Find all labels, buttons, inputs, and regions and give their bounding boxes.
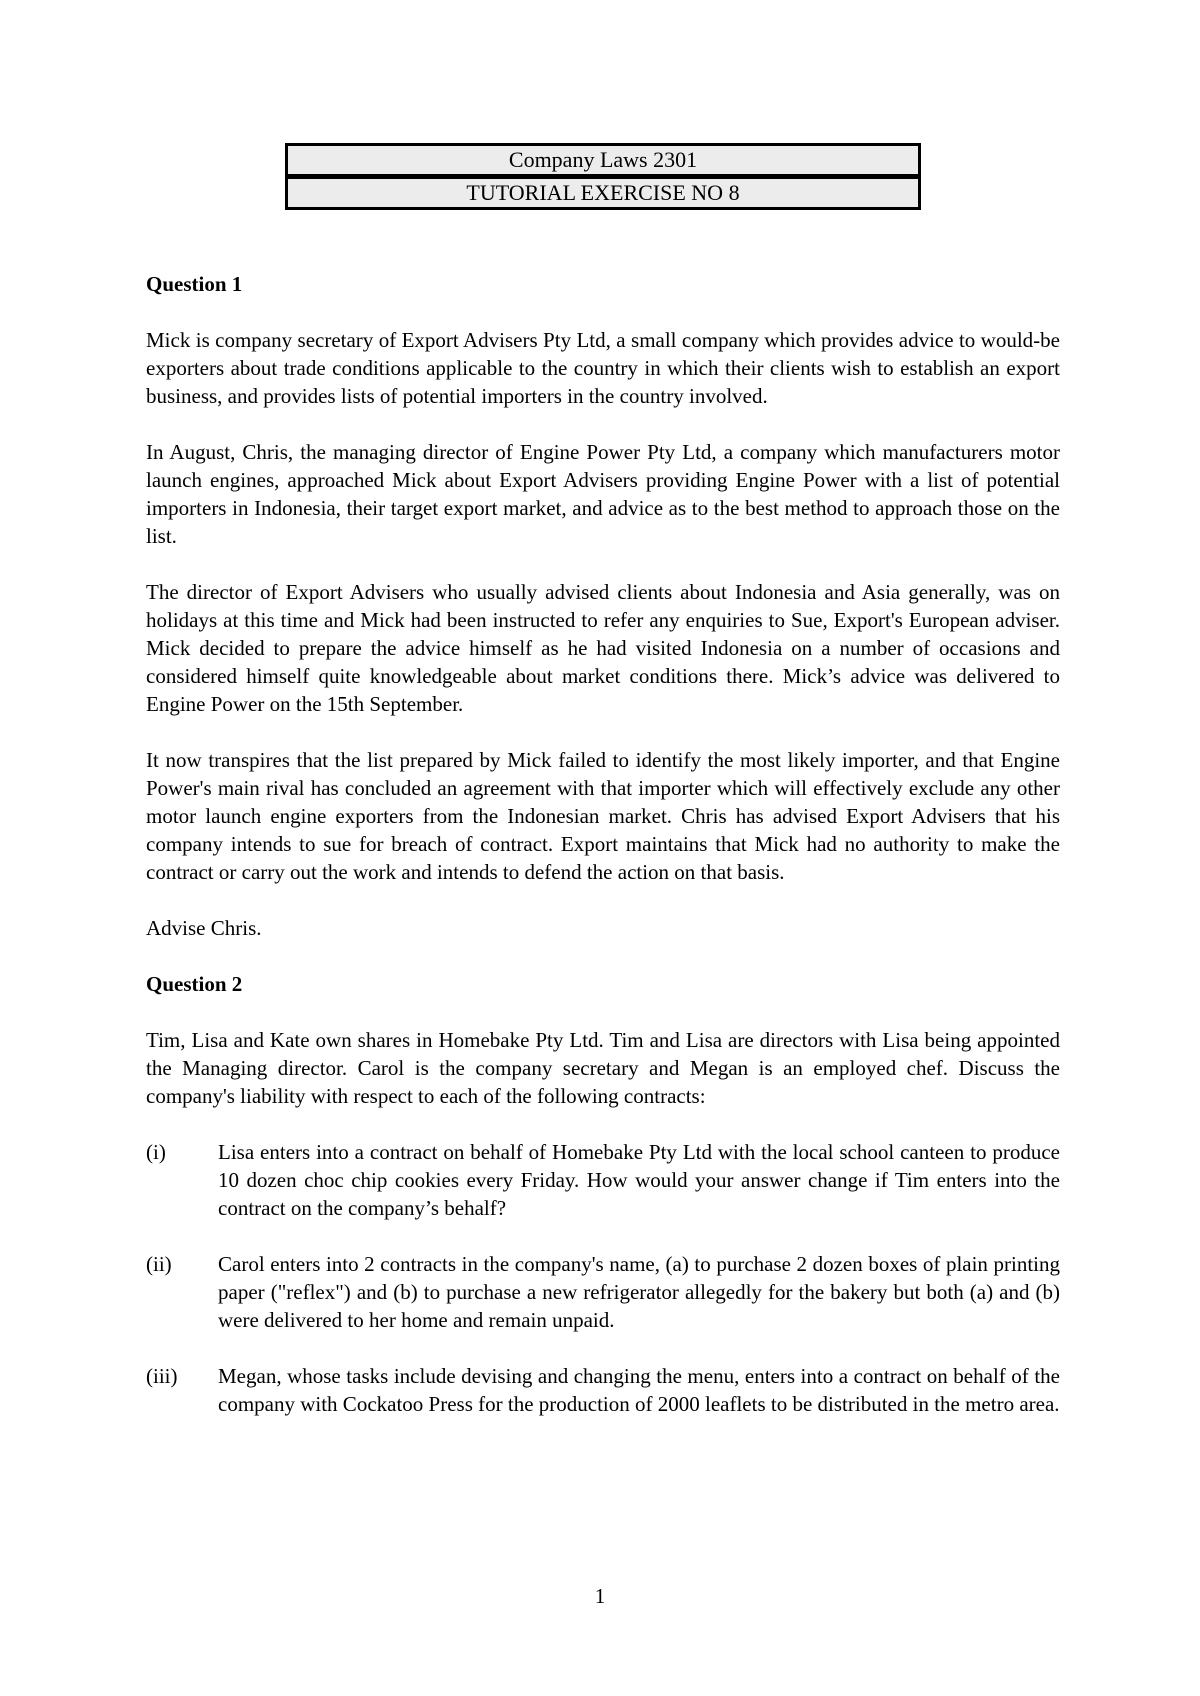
list-item: [146, 1362, 1060, 1418]
item-text: Megan, whose tasks include devising and changing the menu, enters into a contract on behalf of the company with Cockatoo Press for the production of 2000 leaflets to be distributed in the metro area.: [218, 1364, 1060, 1416]
page-number: 1: [594, 1584, 606, 1608]
paragraph: Tim, Lisa and Kate own shares in Homebake Pty Ltd. Tim and Lisa are directors with Lisa being appointed the Managing director. Carol is the company secretary and Megan is an employed chef. Discuss the company's liability with respect to each of the following contracts:: [146, 1028, 1060, 1108]
paragraph: The director of Export Advisers who usually advised clients about Indonesia and Asia generally, was on holidays at this time and Mick had been instructed to refer any enquiries to Sue, Export's European adviser. Mick decided to prepare the advice himself as he had visited Indonesia on a number of occasions and considered himself quite knowledgeable about market conditions there. Mick’s advice was delivered to Engine Power on the 15th September.: [146, 580, 1060, 716]
question-1-heading: Question 1: [146, 272, 243, 296]
document-body: [146, 270, 1060, 1446]
paragraph: Mick is company secretary of Export Advisers Pty Ltd, a small company which provides advice to would-be exporters about trade conditions applicable to the country in which their clients wish to establish an export business, and provides lists of potential importers in the country involved.: [146, 328, 1060, 408]
title-box: [285, 143, 921, 210]
item-number: (ii): [146, 1252, 172, 1276]
item-text: Lisa enters into a contract on behalf of Homebake Pty Ltd with the local school canteen to produce 10 dozen choc chip cookies every Friday. How would your answer change if Tim enters into the contract on the company’s behalf?: [218, 1140, 1060, 1220]
list-item: [146, 1250, 1060, 1334]
question-2-heading: Question 2: [146, 972, 243, 996]
item-text: Carol enters into 2 contracts in the company's name, (a) to purchase 2 dozen boxes of plain printing paper ("reflex") and (b) to purchase a new refrigerator allegedly for the bakery but both (a) and (b) were delivered to her home and remain unpaid.: [218, 1252, 1060, 1332]
paragraph: Advise Chris.: [146, 916, 262, 940]
paragraph: It now transpires that the list prepared by Mick failed to identify the most likely importer, and that Engine Power's main rival has concluded an agreement with that importer which will effectively exclude any other motor launch engine exporters from the Indonesian market. Chris has advised Export Advisers that his company intends to sue for breach of contract. Export maintains that Mick had no authority to make the contract or carry out the work and intends to defend the action on that basis.: [146, 748, 1060, 884]
paragraph: In August, Chris, the managing director of Engine Power Pty Ltd, a company which manufacturers motor launch engines, approached Mick about Export Advisers providing Engine Power with a list of potential importers in Indonesia, their target export market, and advice as to the best method to approach those on the list.: [146, 440, 1060, 548]
list-item: [146, 1138, 1060, 1222]
course-title: Company Laws 2301: [288, 146, 918, 174]
exercise-title: TUTORIAL EXERCISE NO 8: [288, 174, 918, 207]
item-number: (iii): [146, 1364, 178, 1388]
item-number: (i): [146, 1140, 166, 1164]
